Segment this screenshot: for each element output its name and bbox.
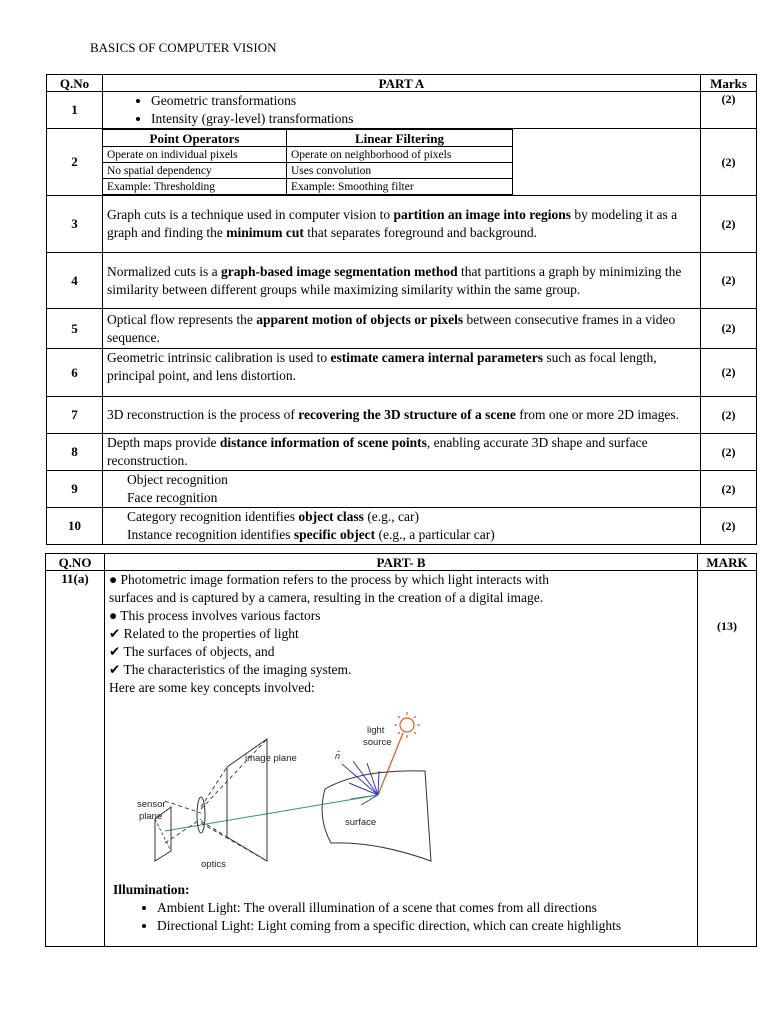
light-source-icon xyxy=(394,712,420,738)
question-row-4 xyxy=(47,253,757,309)
question-number: 1 xyxy=(47,92,103,129)
sensor-label: sensor xyxy=(137,799,166,810)
marks-header: MARK xyxy=(698,554,757,571)
answer-cell xyxy=(105,571,698,947)
table-row xyxy=(103,163,513,179)
key-term: graph-based image segmentation method xyxy=(220,263,458,279)
question-row-11a xyxy=(46,571,757,947)
image-plane-label: image plane xyxy=(245,753,297,764)
qno-header: Q.NO xyxy=(46,554,105,571)
marks-value: (2) xyxy=(701,196,757,253)
marks-value: (2) xyxy=(701,349,757,397)
image-formation-diagram xyxy=(135,709,435,877)
marks-value: (2) xyxy=(701,129,757,196)
part-a-header-row xyxy=(47,75,757,92)
table-cell: No spatial dependency xyxy=(103,163,287,179)
marks-value: (2) xyxy=(701,508,757,545)
answer-line: ● Photometric image formation refers to the process by which light interacts with xyxy=(109,572,550,587)
optics-label: optics xyxy=(201,859,226,870)
answer-cell xyxy=(103,129,701,196)
answer-text xyxy=(103,508,701,545)
lens-shape xyxy=(197,797,205,833)
key-term: estimate camera internal parameters xyxy=(330,350,543,365)
question-row-7 xyxy=(47,397,757,434)
part-a-header: PART A xyxy=(103,75,701,92)
key-term: apparent motion of objects or pixels xyxy=(256,311,464,327)
marks-header: Marks xyxy=(701,75,757,92)
document-title: BASICS OF COMPUTER VISION xyxy=(90,40,277,55)
part-b-table xyxy=(45,553,757,947)
part-b-header-row xyxy=(46,554,757,571)
question-number: 4 xyxy=(47,253,103,309)
part-a-table xyxy=(46,74,757,545)
answer-line: surfaces and is captured by a camera, resulting in the creation of a digital image. xyxy=(109,590,544,605)
answer-line: ✔ The characteristics of the imaging system. xyxy=(109,662,352,677)
answer-text: Optical flow represents the apparent motion of objects or pixels between consecutive frames in a video sequence. xyxy=(103,309,701,349)
list-item: • Directional Light: Light coming from a specific direction, which can create highlights xyxy=(157,917,693,935)
marks-value: (2) xyxy=(701,471,757,508)
light-label: light xyxy=(367,725,385,736)
question-row-6 xyxy=(47,349,757,397)
question-number: 9 xyxy=(47,471,103,508)
question-number: 11(a) xyxy=(46,571,105,947)
answer-text xyxy=(103,471,701,508)
answer-text: Graph cuts is a technique used in computer vision to partition an image into regions by modeling it as a graph and finding the minimum cut that separates foreground and background. xyxy=(103,196,701,253)
answer-line: Instance recognition identifies specific object (e.g., a particular car) xyxy=(127,527,495,542)
source-label: source xyxy=(363,737,392,748)
answer-line: Here are some key concepts involved: xyxy=(109,680,315,695)
list-item: • Ambient Light: The overall illumination of a scene that comes from all directions xyxy=(157,899,693,917)
answer-text: 3D reconstruction is the process of recovering the 3D structure of a scene from one or more 2D images. xyxy=(103,397,701,434)
answer-text: Depth maps provide distance information of scene points, enabling accurate 3D shape and surface reconstruction. xyxy=(103,434,701,471)
comparison-table xyxy=(102,129,513,195)
key-term: specific object xyxy=(293,527,376,542)
table-cell: Uses convolution xyxy=(287,163,513,179)
marks-value: (2) xyxy=(701,434,757,471)
table-row xyxy=(103,147,513,163)
question-row-1 xyxy=(47,92,757,129)
part-b-header: PART- B xyxy=(105,554,698,571)
question-row-10 xyxy=(47,508,757,545)
question-row-5 xyxy=(47,309,757,349)
list-item: • Geometric transformations xyxy=(151,92,696,110)
question-row-9 xyxy=(47,471,757,508)
key-term: recovering the 3D structure of a scene xyxy=(298,407,516,422)
key-term: object class xyxy=(298,509,364,524)
marks-value: (2) xyxy=(701,309,757,349)
list-item: • Intensity (gray-level) transformations xyxy=(151,110,696,128)
marks-value: (13) xyxy=(698,571,757,947)
answer-line: Face recognition xyxy=(127,490,218,505)
key-term: partition an image into regions xyxy=(393,207,571,222)
surface-label: surface xyxy=(345,817,377,828)
comparison-header: Point Operators xyxy=(103,130,287,147)
table-row xyxy=(103,179,513,195)
answer-line: ✔ The surfaces of objects, and xyxy=(109,644,275,659)
question-row-3 xyxy=(47,196,757,253)
illumination-list xyxy=(109,899,693,935)
marks-value: (2) xyxy=(701,92,757,129)
marks-value: (2) xyxy=(701,397,757,434)
question-number: 10 xyxy=(47,508,103,545)
answer-line: ✔ Related to the properties of light xyxy=(109,626,299,641)
question-row-8 xyxy=(47,434,757,471)
question-number: 8 xyxy=(47,434,103,471)
question-number: 3 xyxy=(47,196,103,253)
question-number: 2 xyxy=(47,129,103,196)
answer-line: ● This process involves various factors xyxy=(109,608,321,623)
answer-cell xyxy=(103,92,701,129)
table-cell: Operate on neighborhood of pixels xyxy=(287,147,513,163)
answer-line: Object recognition xyxy=(127,472,228,487)
comparison-header: Linear Filtering xyxy=(287,130,513,147)
qno-header: Q.No xyxy=(47,75,103,92)
question-row-2 xyxy=(47,129,757,196)
marks-value: (2) xyxy=(701,253,757,309)
normal-label: n̂ xyxy=(335,751,341,761)
plane-label: plane xyxy=(139,811,163,822)
answer-text: Normalized cuts is a graph-based image segmentation method that partitions a graph by minimizing the similarity between different groups while maximizing similarity within the same group. xyxy=(103,253,701,309)
answer-bullet-list xyxy=(107,92,696,128)
question-number: 5 xyxy=(47,309,103,349)
illumination-heading: Illumination: xyxy=(113,882,190,897)
table-cell: Example: Smoothing filter xyxy=(287,179,513,195)
question-number: 6 xyxy=(47,349,103,397)
table-cell: Operate on individual pixels xyxy=(103,147,287,163)
table-cell: Example: Thresholding xyxy=(103,179,287,195)
question-number: 7 xyxy=(47,397,103,434)
answer-line: Category recognition identifies object class (e.g., car) xyxy=(127,509,420,524)
key-term: distance information of scene points xyxy=(219,435,427,450)
answer-text: Geometric intrinsic calibration is used to estimate camera internal parameters such as focal length, principal point, and lens distortion. xyxy=(103,349,701,397)
surface-patch xyxy=(322,771,431,861)
key-term: minimum cut xyxy=(226,225,304,240)
